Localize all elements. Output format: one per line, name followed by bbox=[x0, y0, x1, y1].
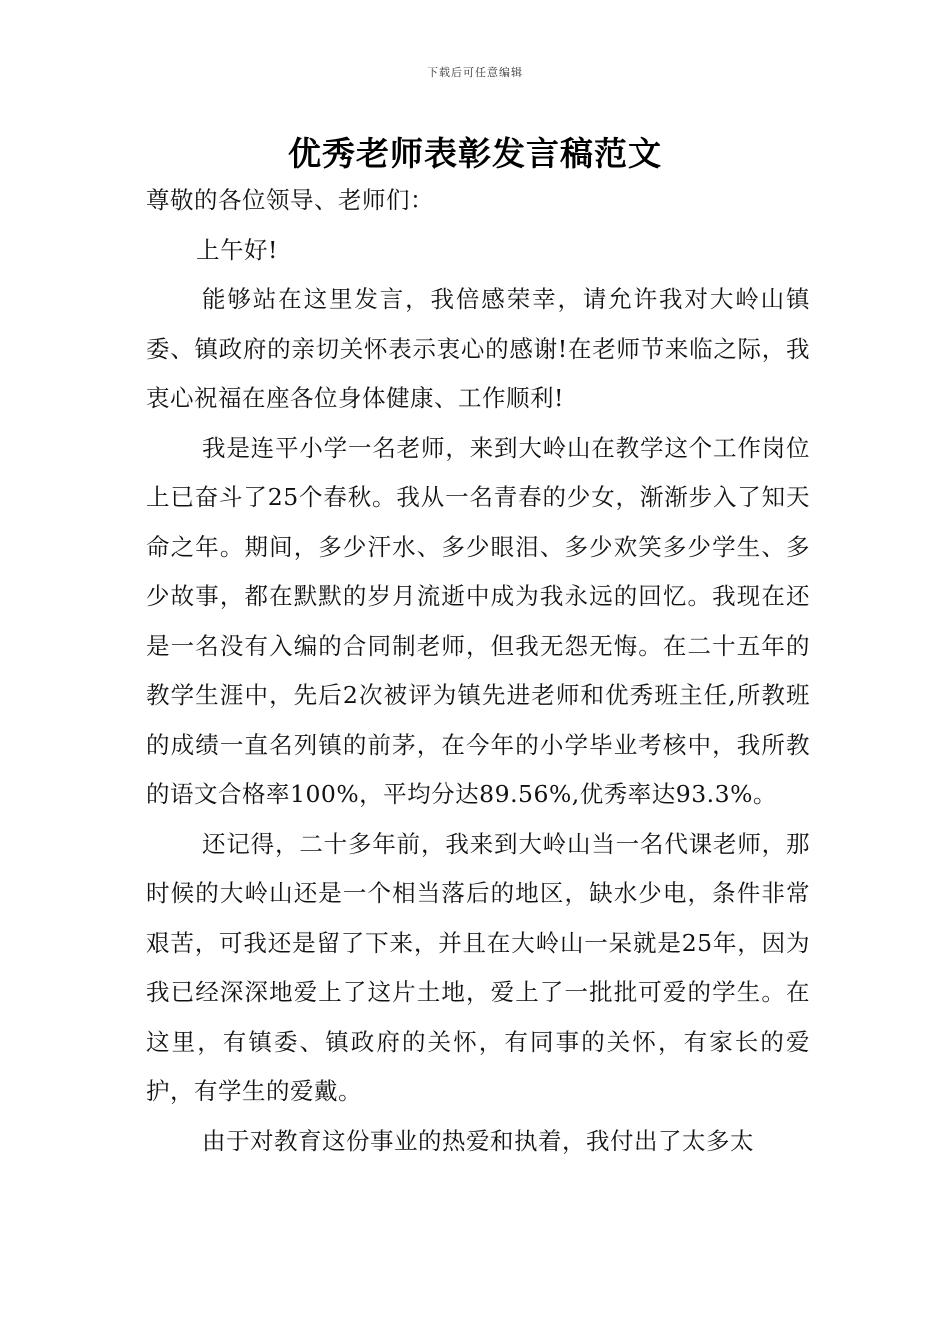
paragraph-2: 我是连平小学一名老师，来到大岭山在教学这个工作岗位上已奋斗了25个春秋。我从一名青春的少女，渐渐步入了知天命之年。期间，多少汗水、多少眼泪、多少欢笑多少学生、多少故事，都在默默的岁月流逝中成为我永远的回忆。我现在还是一名没有入编的合同制老师，但我无怨无悔。在二十五年的教学生涯中，先后2次被评为镇先进老师和优秀班主任,所教班的成绩一直名列镇的前茅，在今年的小学毕业考核中，我所教的语文合格率100%，平均分达89.56%,优秀率达93.3%。 bbox=[146, 433, 810, 808]
document-title: 优秀老师表彰发言稿范文 bbox=[288, 134, 662, 173]
salutation: 尊敬的各位领导、老师们： bbox=[146, 186, 434, 214]
paragraph-4: 由于对教育这份事业的热爱和执着，我付出了太多太 bbox=[202, 1126, 754, 1155]
paragraph-3: 还记得，二十多年前，我来到大岭山当一名代课老师，那时候的大岭山还是一个相当落后的地区，缺水少电，条件非常艰苦，可我还是留了下来，并且在大岭山一呆就是25年，因为我已经深深地爱上了这片土地，爱上了一批批可爱的学生。在这里，有镇委、镇政府的关怀，有同事的关怀，有家长的爱护，有学生的爱戴。 bbox=[146, 829, 810, 1105]
document-body bbox=[146, 176, 810, 1166]
greeting: 上午好! bbox=[196, 235, 278, 264]
paragraph-1: 能够站在这里发言，我倍感荣幸，请允许我对大岭山镇委、镇政府的亲切关怀表示衷心的感谢!在老师节来临之际，我衷心祝福在座各位身体健康、工作顺利! bbox=[146, 285, 810, 412]
header-note: 下载后可任意编辑 bbox=[427, 66, 523, 79]
